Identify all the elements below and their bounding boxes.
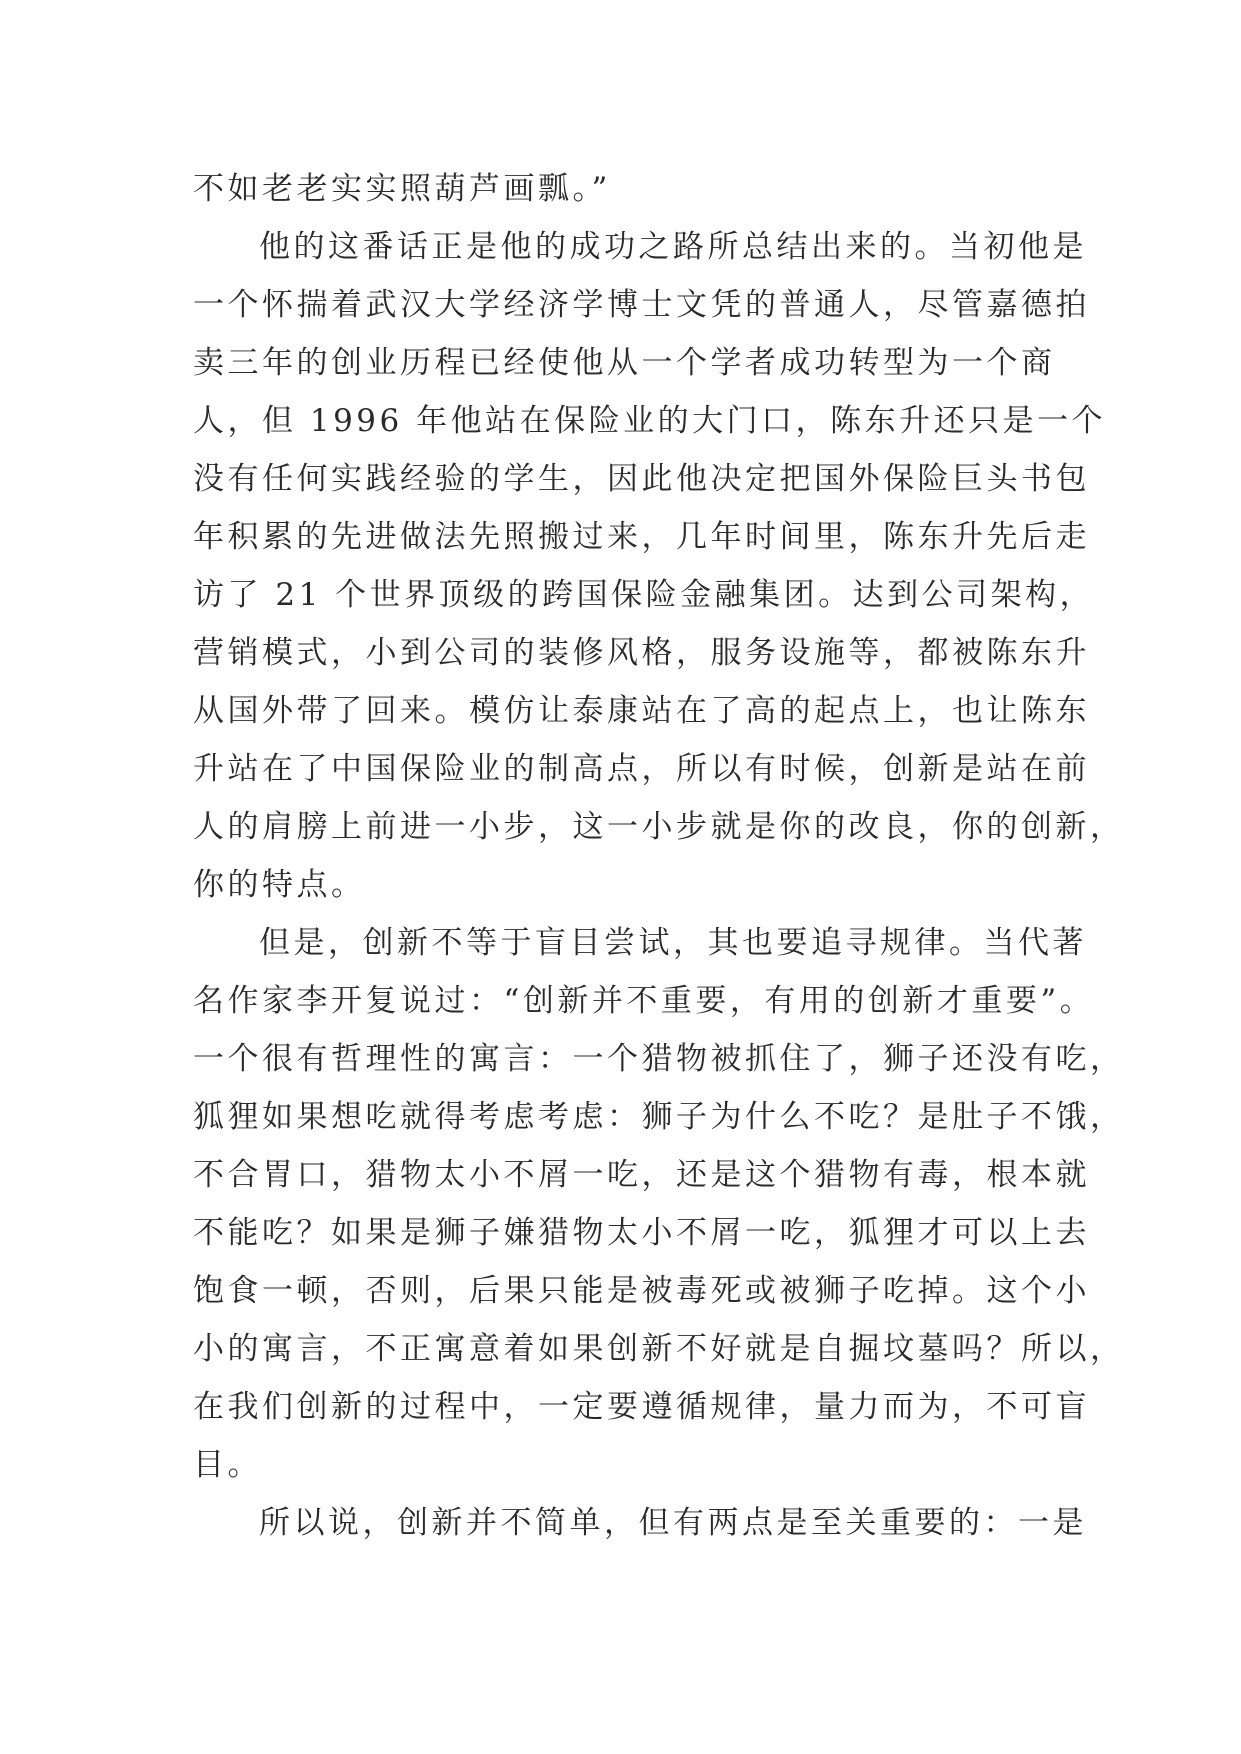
text-line: 人的肩膀上前进一小步，这一小步就是你的改良，你的创新，: [193, 809, 1125, 845]
text-line: 升站在了中国保险业的制高点，所以有时候，创新是站在前: [193, 751, 1090, 787]
text-line: 不如老老实实照葫芦画瓢。”: [193, 171, 611, 207]
text-line: 没有任何实践经验的学生，因此他决定把国外保险巨头书包: [193, 461, 1090, 497]
text-line: 一个很有哲理性的寓言：一个猎物被抓住了，狮子还没有吃，: [193, 1041, 1125, 1077]
text-line: 饱食一顿，否则，后果只能是被毒死或被狮子吃掉。这个小: [193, 1273, 1090, 1309]
text-line: 名作家李开复说过：“创新并不重要，有用的创新才重要”。: [193, 983, 1095, 1019]
text-line: 但是，创新不等于盲目尝试，其也要追寻规律。当代著: [259, 925, 1087, 961]
text-line: 狐狸如果想吃就得考虑考虑：狮子为什么不吃？是肚子不饿，: [193, 1099, 1125, 1135]
text-line: 他的这番话正是他的成功之路所总结出来的。当初他是: [259, 229, 1087, 265]
text-line: 卖三年的创业历程已经使他从一个学者成功转型为一个商: [193, 345, 1056, 381]
text-line: 你的特点。: [193, 867, 366, 903]
text-line: 从国外带了回来。模仿让泰康站在了高的起点上，也让陈东: [193, 693, 1090, 729]
text-line: 小的寓言，不正寓意着如果创新不好就是自掘坟墓吗？所以，: [193, 1331, 1125, 1367]
text-line: 在我们创新的过程中，一定要遵循规律，量力而为，不可盲: [193, 1389, 1090, 1425]
text-line: 人，但 1996 年他站在保险业的大门口，陈东升还只是一个: [193, 403, 1107, 439]
text-line: 一个怀揣着武汉大学经济学博士文凭的普通人，尽管嘉德拍: [193, 287, 1090, 323]
text-line: 营销模式，小到公司的装修风格，服务设施等，都被陈东升: [193, 635, 1090, 671]
body-text: [193, 160, 1125, 1552]
text-line: 目。: [193, 1447, 262, 1483]
text-line: 所以说，创新并不简单，但有两点是至关重要的：一是: [259, 1505, 1087, 1541]
text-line: 不合胃口，猎物太小不屑一吃，还是这个猎物有毒，根本就: [193, 1157, 1090, 1193]
text-line: 访了 21 个世界顶级的跨国保险金融集团。达到公司架构，: [193, 577, 1095, 613]
text-line: 不能吃？如果是狮子嫌猎物太小不屑一吃，狐狸才可以上去: [193, 1215, 1090, 1251]
text-line: 年积累的先进做法先照搬过来，几年时间里，陈东升先后走: [193, 519, 1090, 555]
